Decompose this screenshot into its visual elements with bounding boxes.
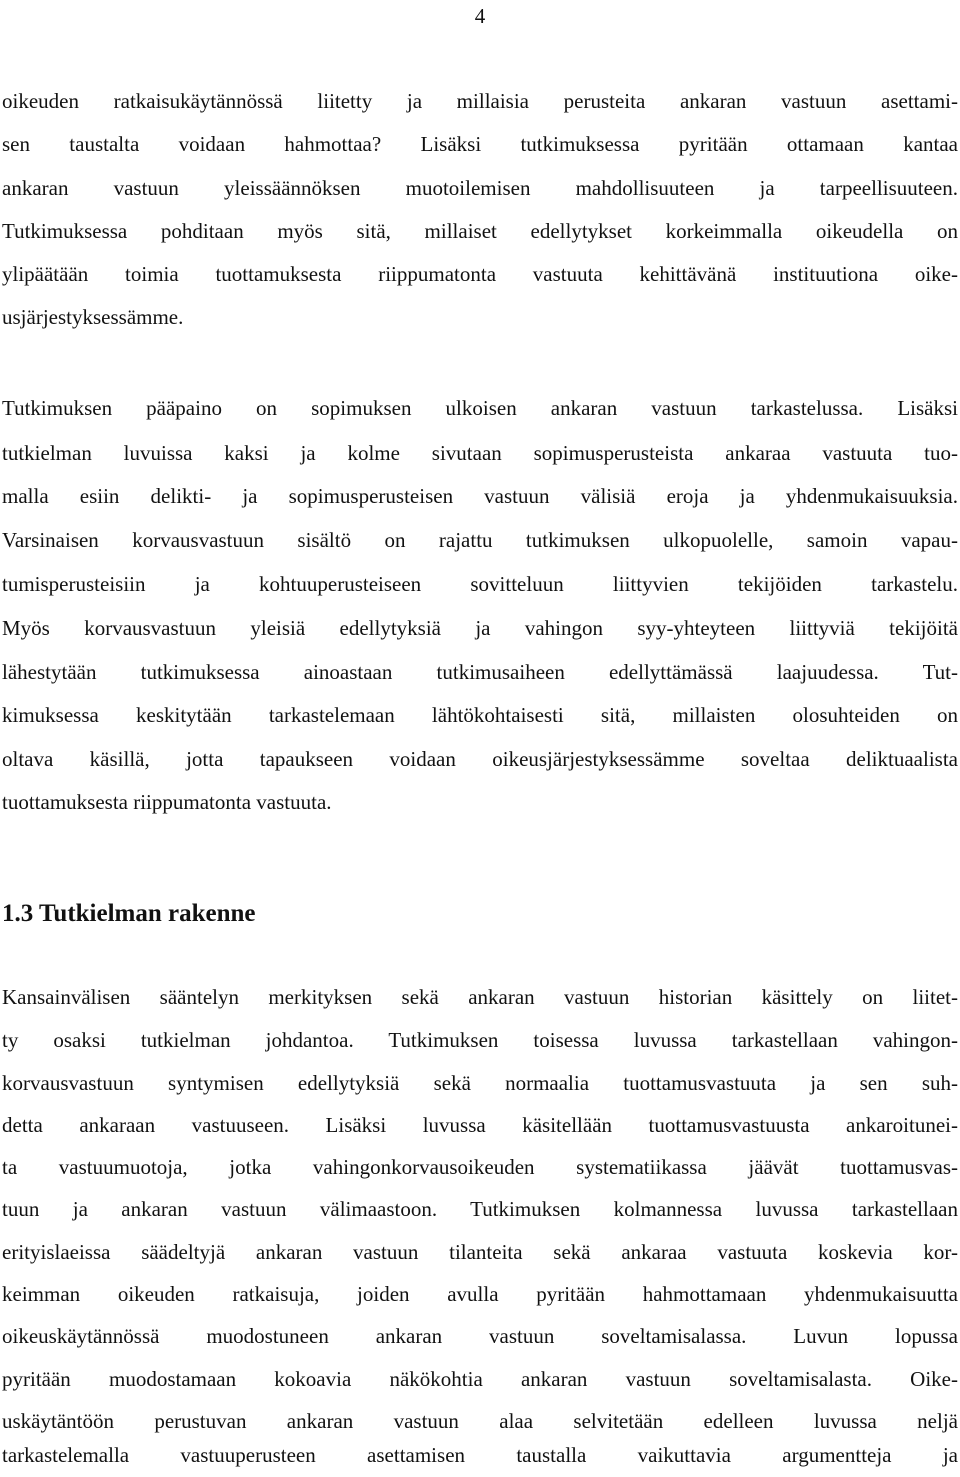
text-line: uskäytäntöön perustuvan ankaran vastuun alaa selvitetään edelleen luvussa neljä xyxy=(2,1409,958,1433)
text-line: lähestytään tutkimuksessa ainoastaan tutkimusaiheen edellyttämässä laajuudessa. Tut- xyxy=(2,660,958,684)
text-line: tarkastelemalla vastuuperusteen asettamisen taustalla vaikuttavia argumentteja ja xyxy=(2,1443,958,1467)
text-line: sen taustalta voidaan hahmottaa? Lisäksi tutkimuksessa pyritään ottamaan kantaa xyxy=(2,132,958,156)
text-line: tumisperusteisiin ja kohtuuperusteiseen sovitteluun liittyvien tekijöiden tarkastelu. xyxy=(2,572,958,596)
text-line: ty osaksi tutkielman johdantoa. Tutkimuksen toisessa luvussa tarkastellaan vahingon- xyxy=(2,1028,958,1052)
text-line: oikeuskäytännössä muodostuneen ankaran vastuun soveltamisalassa. Luvun lopussa xyxy=(2,1324,958,1348)
text-line: keimman oikeuden ratkaisuja, joiden avulla pyritään hahmottamaan yhdenmukaisuutta xyxy=(2,1282,958,1306)
text-line: tuottamuksesta riippumatonta vastuuta. xyxy=(2,790,332,814)
text-line: Tutkimuksessa pohditaan myös sitä, millaiset edellytykset korkeimmalla oikeudella on xyxy=(2,219,958,243)
page-number: 4 xyxy=(474,4,486,28)
text-line: Myös korvausvastuun yleisiä edellytyksiä ja vahingon syy-yhteyteen liittyviä tekijöitä xyxy=(2,616,958,640)
text-line: korvausvastuun syntymisen edellytyksiä sekä normaalia tuottamusvastuuta ja sen suh- xyxy=(2,1071,958,1095)
text-line: usjärjestyksessämme. xyxy=(2,305,184,329)
text-line: tutkielman luvuissa kaksi ja kolme sivutaan sopimusperusteista ankaraa vastuuta tuo- xyxy=(2,441,958,465)
text-line: kimuksessa keskitytään tarkastelemaan lähtökohtaisesti sitä, millaisten olosuhteiden on xyxy=(2,703,958,727)
text-line: oikeuden ratkaisukäytännössä liitetty ja millaisia perusteita ankaran vastuun asettami- xyxy=(2,89,958,113)
text-line: tuun ja ankaran vastuun välimaastoon. Tutkimuksen kolmannessa luvussa tarkastellaan xyxy=(2,1197,958,1221)
text-line: ylipäätään toimia tuottamuksesta riippumatonta vastuuta kehittävänä instituutiona oike- xyxy=(2,262,958,286)
text-line: Varsinaisen korvausvastuun sisältö on rajattu tutkimuksen ulkopuolelle, samoin vapau- xyxy=(2,528,958,552)
text-line: Tutkimuksen pääpaino on sopimuksen ulkoisen ankaran vastuun tarkastelussa. Lisäksi xyxy=(2,396,958,420)
text-line: detta ankaraan vastuuseen. Lisäksi luvussa käsitellään tuottamusvastuusta ankaroitunei- xyxy=(2,1113,958,1137)
text-line: ankaran vastuun yleissäännöksen muotoilemisen mahdollisuuteen ja tarpeellisuuteen. xyxy=(2,176,958,200)
text-line: erityislaeissa säädeltyjä ankaran vastuun tilanteita sekä ankaraa vastuuta koskevia kor- xyxy=(2,1240,958,1264)
section-heading: 1.3 Tutkielman rakenne xyxy=(2,900,256,927)
text-line: oltava käsillä, jotta tapaukseen voidaan oikeusjärjestyksessämme soveltaa deliktuaalista xyxy=(2,747,958,771)
text-line: pyritään muodostamaan kokoavia näkökohtia ankaran vastuun soveltamisalasta. Oike- xyxy=(2,1367,958,1391)
text-line: ta vastuumuotoja, jotka vahingonkorvausoikeuden systematiikassa jäävät tuottamusvas- xyxy=(2,1155,958,1179)
text-line: Kansainvälisen sääntelyn merkityksen sekä ankaran vastuun historian käsittely on liitet- xyxy=(2,985,958,1009)
text-line: malla esiin delikti- ja sopimusperusteisen vastuun välisiä eroja ja yhdenmukaisuuksia. xyxy=(2,484,958,508)
